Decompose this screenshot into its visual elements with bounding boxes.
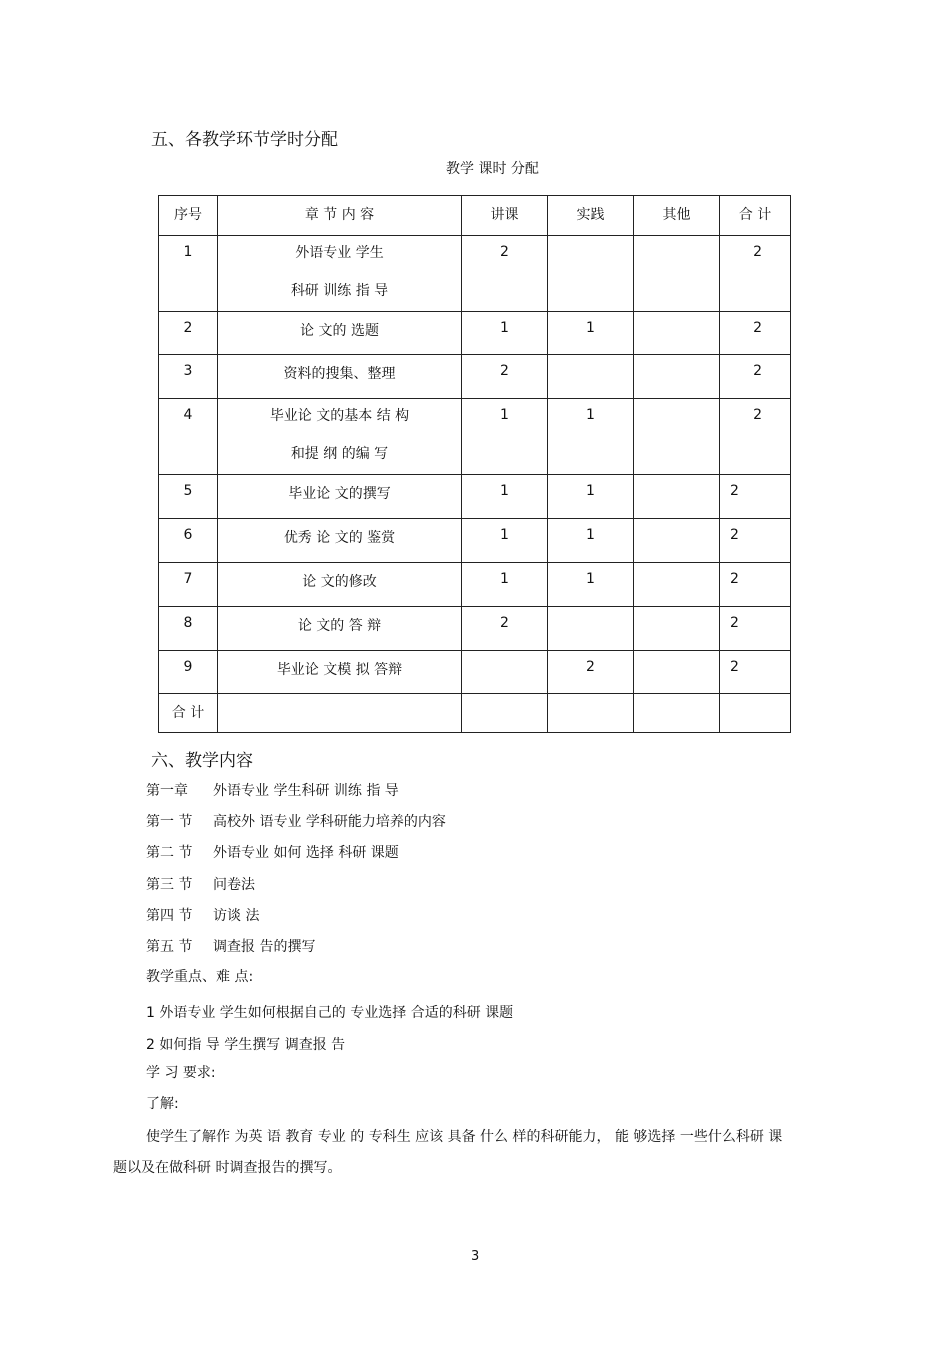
row-total: 2 <box>720 519 791 563</box>
row-practice: 2 <box>548 651 634 694</box>
section-title: 访谈 法 <box>213 908 260 924</box>
section-title: 高校外 语专业 学科研能力培养的内容 <box>213 814 446 830</box>
row-total: 2 <box>720 312 791 355</box>
header-other: 其他 <box>634 196 720 236</box>
table-sum-row <box>159 694 791 733</box>
table-row <box>159 651 791 694</box>
row-num: 6 <box>159 519 218 563</box>
paragraph-line: 题以及在做科研 时调查报告的撰写。 <box>113 1160 342 1176</box>
requirements-label: 学 习 要求: <box>146 1065 216 1081</box>
section-title: 问卷法 <box>213 877 255 893</box>
sum-lecture <box>462 694 548 733</box>
row-total: 2 <box>720 607 791 651</box>
section-label: 第四 节 <box>146 908 193 924</box>
row-other <box>634 236 720 312</box>
table-row <box>159 519 791 563</box>
row-content: 毕业论 文的撰写 <box>218 475 462 519</box>
row-practice <box>548 355 634 399</box>
section-label: 第一 节 <box>146 814 193 830</box>
table-row <box>159 399 791 475</box>
sum-practice <box>548 694 634 733</box>
row-practice: 1 <box>548 399 634 475</box>
chapter-label: 第一章 <box>146 783 188 799</box>
header-practice: 实践 <box>548 196 634 236</box>
row-other <box>634 651 720 694</box>
row-total: 2 <box>720 355 791 399</box>
table-row <box>159 607 791 651</box>
row-content: 论 文的 选题 <box>218 312 462 355</box>
header-content: 章 节 内 容 <box>218 196 462 236</box>
sum-other <box>634 694 720 733</box>
row-content <box>218 236 462 312</box>
key-points-label: 教学重点、难 点: <box>146 969 254 985</box>
row-content: 论 文的修改 <box>218 563 462 607</box>
understand-label: 了解: <box>146 1096 179 1112</box>
table-row <box>159 475 791 519</box>
row-total: 2 <box>720 563 791 607</box>
row-content: 毕业论 文模 拟 答辩 <box>218 651 462 694</box>
row-practice: 1 <box>548 563 634 607</box>
table-row <box>159 563 791 607</box>
row-content: 论 文的 答 辩 <box>218 607 462 651</box>
row-lecture <box>462 651 548 694</box>
row-total: 2 <box>720 475 791 519</box>
row-lecture: 2 <box>462 607 548 651</box>
sum-total <box>720 694 791 733</box>
row-num: 4 <box>159 399 218 475</box>
row-content: 优秀 论 文的 鉴赏 <box>218 519 462 563</box>
row-lecture: 1 <box>462 475 548 519</box>
chapter-title: 外语专业 学生科研 训练 指 导 <box>213 783 399 799</box>
section-title: 外语专业 如何 选择 科研 课题 <box>213 845 399 861</box>
row-practice: 1 <box>548 519 634 563</box>
section-heading-6: 六、教学内容 <box>151 751 253 771</box>
hours-table <box>158 195 791 733</box>
row-practice: 1 <box>548 312 634 355</box>
row-other <box>634 563 720 607</box>
row-other <box>634 519 720 563</box>
row-num: 1 <box>159 236 218 312</box>
row-num: 8 <box>159 607 218 651</box>
row-num: 5 <box>159 475 218 519</box>
sum-label: 合 计 <box>159 694 218 733</box>
row-num: 7 <box>159 563 218 607</box>
table-row <box>159 236 791 312</box>
table-row <box>159 355 791 399</box>
page-number: 3 <box>471 1249 480 1264</box>
row-total: 2 <box>720 399 791 475</box>
header-lecture: 讲课 <box>462 196 548 236</box>
row-total: 2 <box>720 651 791 694</box>
section-label: 第二 节 <box>146 845 193 861</box>
row-num: 9 <box>159 651 218 694</box>
row-content <box>218 399 462 475</box>
table-caption: 教学 课时 分配 <box>446 161 539 177</box>
paragraph-line: 使学生了解作 为英 语 教育 专业 的 专科生 应该 具备 什么 样的科研能力， 能 够选择 一些什么科研 课 <box>146 1129 783 1145</box>
row-other <box>634 399 720 475</box>
section-heading-5: 五、各教学环节学时分配 <box>151 130 338 150</box>
sum-content <box>218 694 462 733</box>
table-row <box>159 312 791 355</box>
header-num: 序号 <box>159 196 218 236</box>
row-num: 2 <box>159 312 218 355</box>
section-title: 调查报 告的撰写 <box>213 939 316 955</box>
row-other <box>634 355 720 399</box>
table-header-row <box>159 196 791 236</box>
row-num: 3 <box>159 355 218 399</box>
row-practice <box>548 607 634 651</box>
key-point-item: 1 外语专业 学生如何根据自己的 专业选择 合适的科研 课题 <box>146 1005 514 1021</box>
section-label: 第五 节 <box>146 939 193 955</box>
row-lecture: 1 <box>462 399 548 475</box>
row-other <box>634 475 720 519</box>
row-content: 资料的搜集、整理 <box>218 355 462 399</box>
row-lecture: 1 <box>462 519 548 563</box>
row-practice: 1 <box>548 475 634 519</box>
row-practice <box>548 236 634 312</box>
row-total: 2 <box>720 236 791 312</box>
row-lecture: 2 <box>462 236 548 312</box>
row-content-line: 毕业论 文的基本 结 构 <box>269 408 410 424</box>
row-other <box>634 312 720 355</box>
row-content-line: 科研 训练 指 导 <box>290 283 389 299</box>
row-content-line: 和提 纲 的编 写 <box>290 446 389 462</box>
row-content-line: 外语专业 学生 <box>295 245 384 261</box>
row-lecture: 2 <box>462 355 548 399</box>
header-total: 合 计 <box>720 196 791 236</box>
key-point-item: 2 如何指 导 学生撰写 调查报 告 <box>146 1037 346 1053</box>
row-lecture: 1 <box>462 312 548 355</box>
section-label: 第三 节 <box>146 877 193 893</box>
row-other <box>634 607 720 651</box>
row-lecture: 1 <box>462 563 548 607</box>
